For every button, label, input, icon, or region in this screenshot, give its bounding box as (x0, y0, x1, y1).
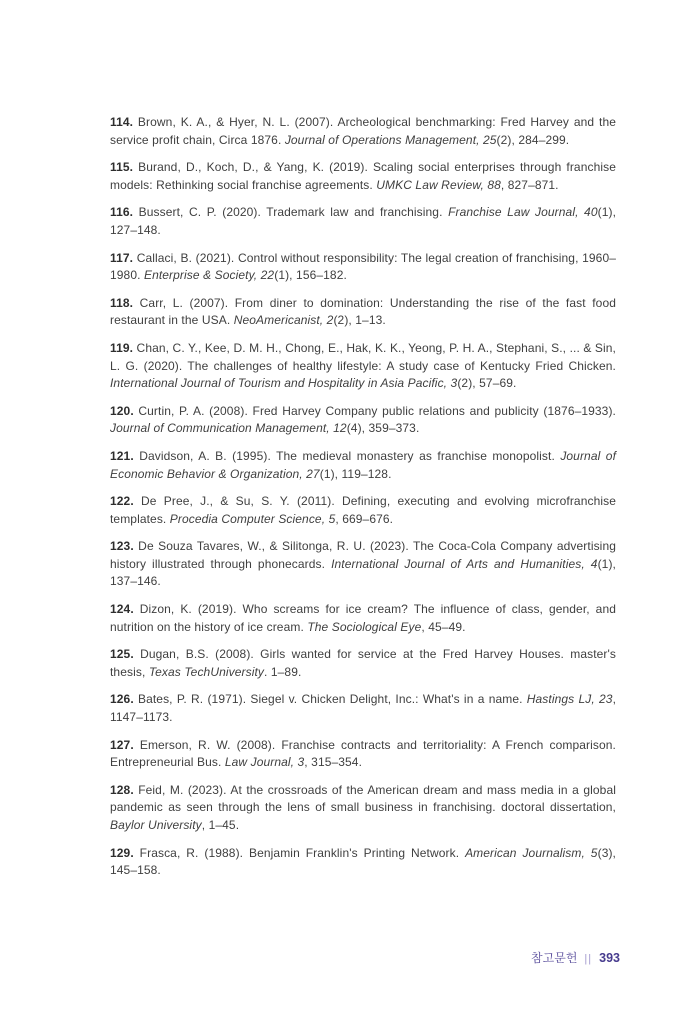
page-footer (531, 949, 620, 966)
reference-text: Brown, K. A., & Hyer, N. L. (2007). Archeological benchmarking: Fred Harvey and the service profit chain, Circa 1876. (110, 115, 616, 147)
reference-number: 129. (110, 845, 134, 860)
reference-text: Bussert, C. P. (2020). Trademark law and franchising. (133, 205, 449, 220)
reference-source-italic: Enterprise & Society, 22 (143, 268, 275, 283)
page-number: 393 (599, 951, 620, 965)
reference-number: 115. (110, 160, 134, 175)
reference-text: , 1–45. (201, 818, 240, 832)
reference-number: 124. (110, 602, 134, 617)
reference-text: (4), 359–373. (346, 421, 420, 436)
reference-text: Dugan, B.S. (2008). Girls wanted for service at the Fred Harvey Houses. master's thesis, (110, 647, 616, 679)
reference-text: (1), 137–146. (110, 556, 616, 589)
reference-text: , 1147–1173. (110, 692, 616, 725)
reference-number: 122. (110, 494, 134, 509)
reference-entry (110, 646, 616, 681)
reference-source-italic: UMKC Law Review, 88 (376, 177, 501, 192)
reference-source-italic: International Journal of Tourism and Hospitality in Asia Pacific, 3 (110, 376, 458, 391)
reference-source-italic: Journal of Operations Management, 25 (284, 132, 497, 147)
reference-text: Frasca, R. (1988). Benjamin Franklin's Printing Network. (133, 845, 466, 860)
reference-text: , 669–676. (335, 511, 394, 526)
reference-number: 118. (110, 295, 134, 310)
reference-entry (110, 538, 616, 591)
reference-text: Curtin, P. A. (2008). Fred Harvey Company public relations and publicity (1876–1933). (133, 403, 616, 418)
reference-entry (110, 601, 616, 636)
reference-entry (110, 204, 616, 239)
reference-entry (110, 159, 616, 194)
reference-source-italic: Journal of Communication Management, 12 (110, 421, 347, 436)
references-list (110, 114, 616, 890)
reference-source-italic: International Journal of Arts and Humanities, 4 (331, 556, 598, 571)
reference-text: , 827–871. (500, 177, 559, 192)
reference-text: De Pree, J., & Su, S. Y. (2011). Defining, executing and evolving microfranchise templates. (110, 494, 616, 526)
reference-entry (110, 691, 616, 726)
reference-text: Emerson, R. W. (2008). Franchise contracts and territoriality: A French comparison. Entrepreneurial Bus. (110, 737, 616, 770)
reference-number: 116. (110, 205, 134, 220)
reference-source-italic: Franchise Law Journal, 40 (448, 205, 598, 220)
reference-number: 125. (110, 647, 134, 662)
reference-number: 120. (110, 403, 134, 418)
reference-text: (1), 127–148. (110, 205, 617, 237)
reference-number: 117. (110, 250, 134, 265)
reference-text: Dizon, K. (2019). Who screams for ice cream? The influence of class, gender, and nutrition on the history of ice cream. (110, 602, 616, 634)
reference-text: Carr, L. (2007). From diner to domination: Understanding the rise of the fast food restaurant in the USA. (110, 295, 616, 328)
reference-entry (110, 737, 616, 772)
reference-entry (110, 340, 616, 393)
reference-source-italic: The Sociological Eye (307, 619, 422, 634)
reference-source-italic: NeoAmericanist, 2 (233, 313, 334, 328)
reference-number: 119. (110, 340, 134, 355)
reference-text: (2), 1–13. (333, 313, 386, 328)
reference-entry (110, 114, 616, 149)
reference-text: Chan, C. Y., Kee, D. M. H., Chong, E., Hak, K. K., Yeong, P. H. A., Stephani, S., ... & Sin, L. G. (2020). The challenges of healthy lifestyle: A study case of Kentucky Fried Chicken. (110, 340, 616, 373)
footer-section-label: 참고문헌 (531, 951, 578, 965)
reference-entry (110, 782, 616, 835)
reference-entry (110, 448, 616, 483)
reference-text: , 315–354. (304, 755, 363, 770)
reference-text: (2), 284–299. (496, 132, 570, 147)
reference-text: (1), 156–182. (274, 268, 347, 283)
reference-text: Burand, D., Koch, D., & Yang, K. (2019). Scaling social enterprises through franchise models: Rethinking social franchise agreements. (110, 160, 616, 192)
reference-number: 114. (110, 115, 134, 129)
reference-text: Feid, M. (2023). At the crossroads of the American dream and mass media in a global pandemic as seen through the lens of small business in franchising. doctoral dissertation, (110, 782, 616, 815)
reference-text: (2), 57–69. (457, 376, 517, 391)
reference-text: De Souza Tavares, W., & Silitonga, R. U. (2023). The Coca-Cola Company advertising history illustrated through phonecards. (110, 539, 616, 571)
reference-number: 127. (110, 737, 134, 752)
reference-text: Callaci, B. (2021). Control without responsibility: The legal creation of franchising, 1960–1980. (110, 250, 616, 283)
reference-text: . 1–89. (264, 664, 302, 679)
reference-text: Davidson, A. B. (1995). The medieval monastery as franchise monopolist. (133, 448, 561, 463)
reference-entry (110, 295, 616, 330)
reference-source-italic: Texas TechUniversity (148, 664, 264, 679)
reference-source-italic: American Journalism, 5 (465, 845, 598, 860)
reference-entry (110, 403, 616, 438)
reference-text: (1), 119–128. (319, 466, 392, 481)
reference-text: , 45–49. (421, 619, 466, 634)
reference-number: 123. (110, 539, 134, 554)
reference-number: 121. (110, 448, 134, 463)
reference-source-italic: Journal of Economic Behavior & Organization, 27 (110, 448, 617, 481)
reference-entry (110, 845, 616, 880)
reference-entry (110, 493, 616, 528)
reference-entry (110, 250, 616, 285)
reference-source-italic: Procedia Computer Science, 5 (169, 511, 336, 526)
reference-number: 128. (110, 782, 134, 797)
reference-source-italic: Law Journal, 3 (224, 755, 305, 770)
reference-text: Bates, P. R. (1971). Siegel v. Chicken Delight, Inc.: What's in a name. (133, 692, 527, 707)
reference-number: 126. (110, 692, 134, 707)
reference-source-italic: Baylor University (110, 818, 202, 832)
reference-source-italic: Hastings LJ, 23 (526, 692, 613, 707)
footer-separator: || (584, 953, 593, 965)
reference-text: (3), 145–158. (110, 845, 616, 878)
